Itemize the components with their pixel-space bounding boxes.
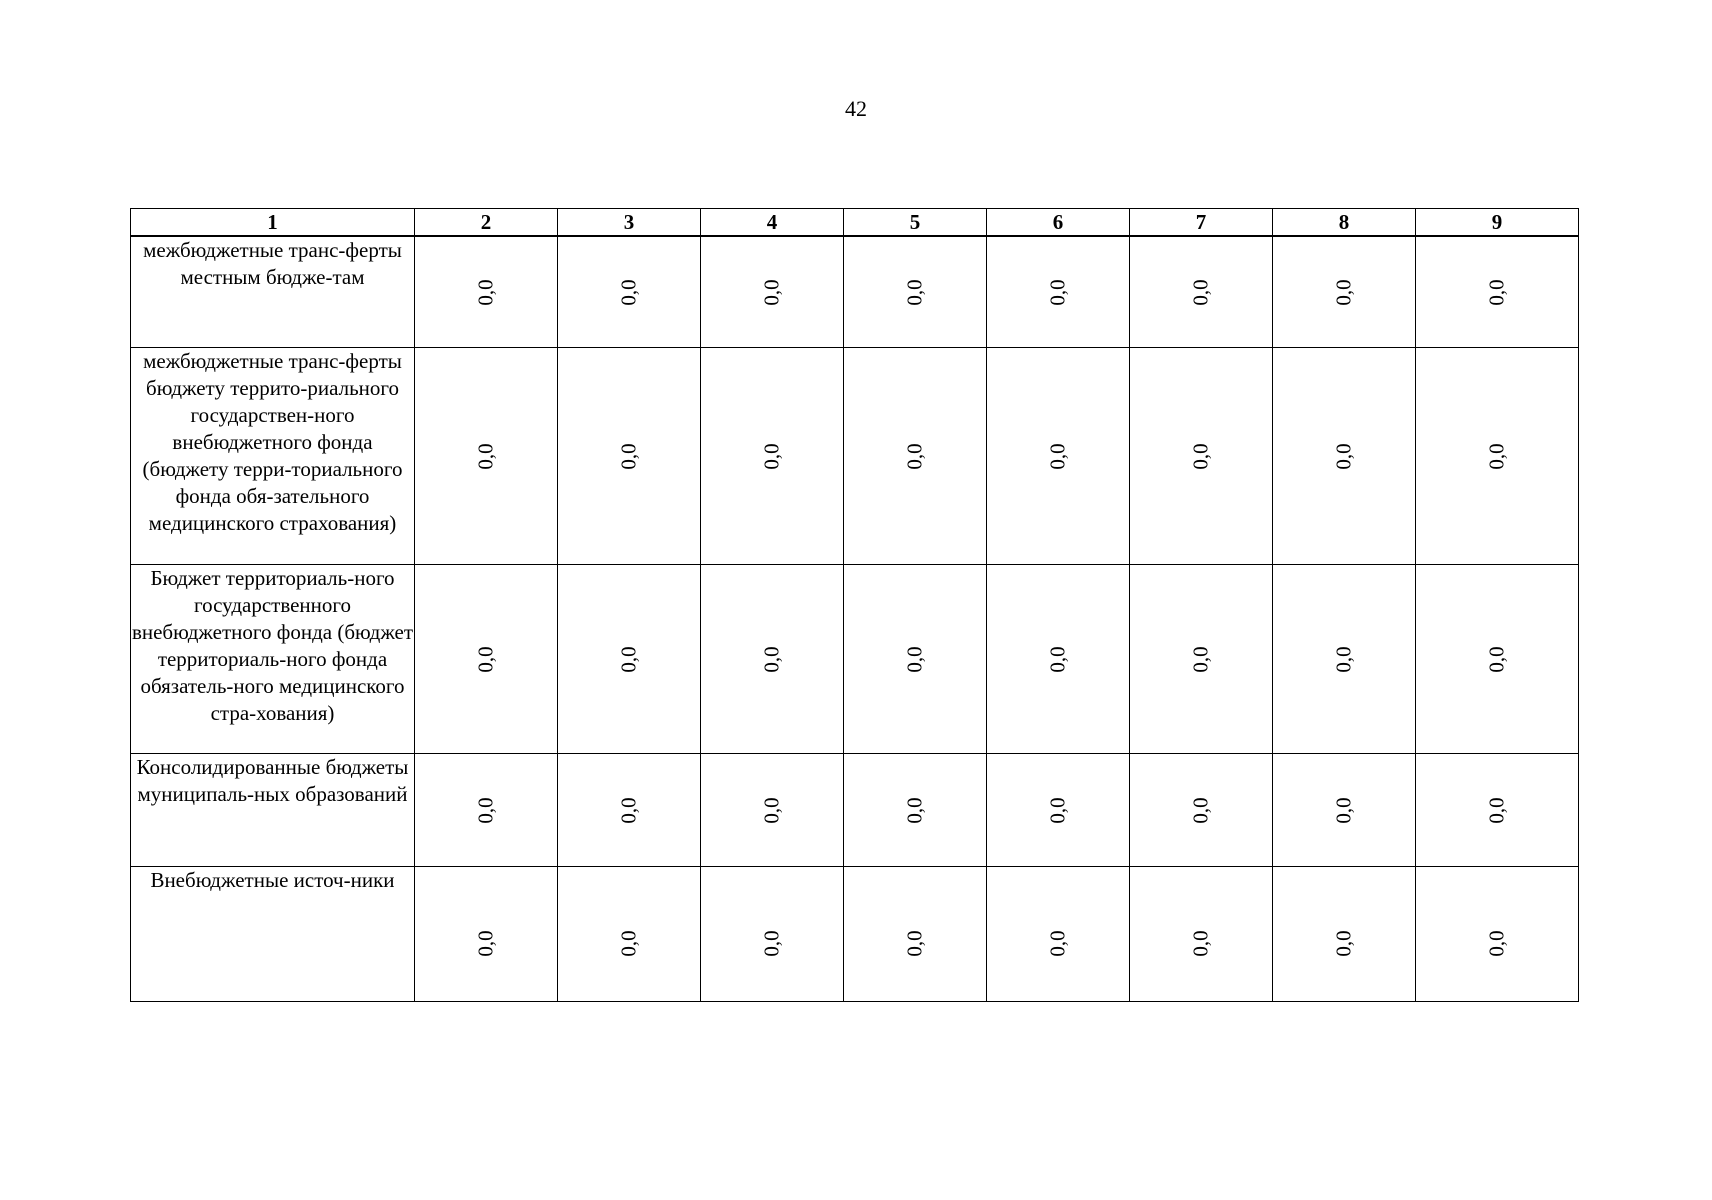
column-header-2: 2 bbox=[415, 209, 558, 237]
cell-value: 0,0 bbox=[759, 929, 784, 957]
table-cell bbox=[987, 348, 1130, 565]
cell-value: 0,0 bbox=[1331, 929, 1356, 957]
cell-value: 0,0 bbox=[616, 442, 641, 470]
page-number: 42 bbox=[845, 96, 867, 121]
column-header-4: 4 bbox=[701, 209, 844, 237]
cell-value: 0,0 bbox=[759, 645, 784, 673]
table-cell bbox=[1273, 867, 1416, 1002]
cell-value: 0,0 bbox=[616, 278, 641, 306]
cell-value: 0,0 bbox=[1188, 929, 1213, 957]
table-cell bbox=[558, 348, 701, 565]
table-cell bbox=[1273, 348, 1416, 565]
table-cell bbox=[701, 565, 844, 754]
table-cell bbox=[987, 236, 1130, 348]
cell-value: 0,0 bbox=[1484, 442, 1509, 470]
cell-value: 0,0 bbox=[1331, 442, 1356, 470]
table-cell bbox=[701, 867, 844, 1002]
table-cell bbox=[987, 565, 1130, 754]
table-cell bbox=[415, 754, 558, 867]
table-cell bbox=[701, 348, 844, 565]
table-row bbox=[131, 754, 1579, 867]
column-header-9: 9 bbox=[1416, 209, 1579, 237]
table-cell bbox=[415, 236, 558, 348]
table-row bbox=[131, 348, 1579, 565]
table-cell bbox=[1416, 867, 1579, 1002]
column-header-1: 1 bbox=[131, 209, 415, 237]
table-cell bbox=[844, 754, 987, 867]
cell-value: 0,0 bbox=[473, 442, 498, 470]
table-cell bbox=[844, 867, 987, 1002]
table-cell bbox=[1130, 348, 1273, 565]
cell-value: 0,0 bbox=[902, 645, 927, 673]
column-header-7: 7 bbox=[1130, 209, 1273, 237]
row-label: межбюджетные транс-ферты местным бюдже-там bbox=[131, 236, 415, 348]
table-row bbox=[131, 867, 1579, 1002]
cell-value: 0,0 bbox=[1331, 278, 1356, 306]
table-cell bbox=[987, 754, 1130, 867]
cell-value: 0,0 bbox=[616, 645, 641, 673]
table-cell bbox=[1416, 565, 1579, 754]
cell-value: 0,0 bbox=[1188, 796, 1213, 824]
table-cell bbox=[1130, 565, 1273, 754]
cell-value: 0,0 bbox=[1188, 278, 1213, 306]
table-row bbox=[131, 236, 1579, 348]
cell-value: 0,0 bbox=[759, 278, 784, 306]
row-label: Консолидированные бюджеты муниципаль-ных образований bbox=[131, 754, 415, 867]
cell-value: 0,0 bbox=[616, 796, 641, 824]
cell-value: 0,0 bbox=[1331, 796, 1356, 824]
table-cell bbox=[558, 754, 701, 867]
column-header-6: 6 bbox=[987, 209, 1130, 237]
cell-value: 0,0 bbox=[1484, 929, 1509, 957]
row-label: межбюджетные транс-ферты бюджету террито-риального государствен-ного внебюджетного фонда (бюджету терри-ториального фонда обя-зательного медицинского страхования) bbox=[131, 348, 415, 565]
table-cell bbox=[701, 754, 844, 867]
table-cell bbox=[1416, 348, 1579, 565]
cell-value: 0,0 bbox=[1484, 645, 1509, 673]
table-cell bbox=[844, 348, 987, 565]
table-cell bbox=[558, 867, 701, 1002]
table-cell bbox=[1273, 754, 1416, 867]
cell-value: 0,0 bbox=[1331, 645, 1356, 673]
cell-value: 0,0 bbox=[902, 442, 927, 470]
cell-value: 0,0 bbox=[902, 929, 927, 957]
cell-value: 0,0 bbox=[616, 929, 641, 957]
table-row bbox=[131, 565, 1579, 754]
column-header-8: 8 bbox=[1273, 209, 1416, 237]
table-cell bbox=[1273, 565, 1416, 754]
table-cell bbox=[558, 236, 701, 348]
cell-value: 0,0 bbox=[1045, 442, 1070, 470]
budget-table bbox=[130, 208, 1579, 1002]
cell-value: 0,0 bbox=[1045, 929, 1070, 957]
column-header-5: 5 bbox=[844, 209, 987, 237]
column-header-3: 3 bbox=[558, 209, 701, 237]
cell-value: 0,0 bbox=[1045, 278, 1070, 306]
table-cell bbox=[558, 565, 701, 754]
cell-value: 0,0 bbox=[902, 796, 927, 824]
table-cell bbox=[415, 867, 558, 1002]
table-cell bbox=[1130, 236, 1273, 348]
cell-value: 0,0 bbox=[1188, 645, 1213, 673]
cell-value: 0,0 bbox=[1188, 442, 1213, 470]
row-label: Внебюджетные источ-ники bbox=[131, 867, 415, 1002]
table-cell bbox=[987, 867, 1130, 1002]
cell-value: 0,0 bbox=[902, 278, 927, 306]
cell-value: 0,0 bbox=[759, 796, 784, 824]
table-cell bbox=[1416, 754, 1579, 867]
cell-value: 0,0 bbox=[1484, 796, 1509, 824]
table-cell bbox=[415, 348, 558, 565]
table-cell bbox=[1273, 236, 1416, 348]
table-cell bbox=[1130, 754, 1273, 867]
cell-value: 0,0 bbox=[473, 278, 498, 306]
row-label: Бюджет территориаль-ного государственного внебюджетного фонда (бюджет территориаль-ного фонда обязатель-ного медицинского стра-хования) bbox=[131, 565, 415, 754]
header-row bbox=[131, 209, 1579, 237]
table-cell bbox=[844, 565, 987, 754]
cell-value: 0,0 bbox=[1045, 796, 1070, 824]
table-cell bbox=[1130, 867, 1273, 1002]
table-cell bbox=[415, 565, 558, 754]
cell-value: 0,0 bbox=[473, 796, 498, 824]
cell-value: 0,0 bbox=[1484, 278, 1509, 306]
cell-value: 0,0 bbox=[1045, 645, 1070, 673]
table-cell bbox=[844, 236, 987, 348]
table-cell bbox=[701, 236, 844, 348]
cell-value: 0,0 bbox=[759, 442, 784, 470]
table-cell bbox=[1416, 236, 1579, 348]
cell-value: 0,0 bbox=[473, 645, 498, 673]
cell-value: 0,0 bbox=[473, 929, 498, 957]
